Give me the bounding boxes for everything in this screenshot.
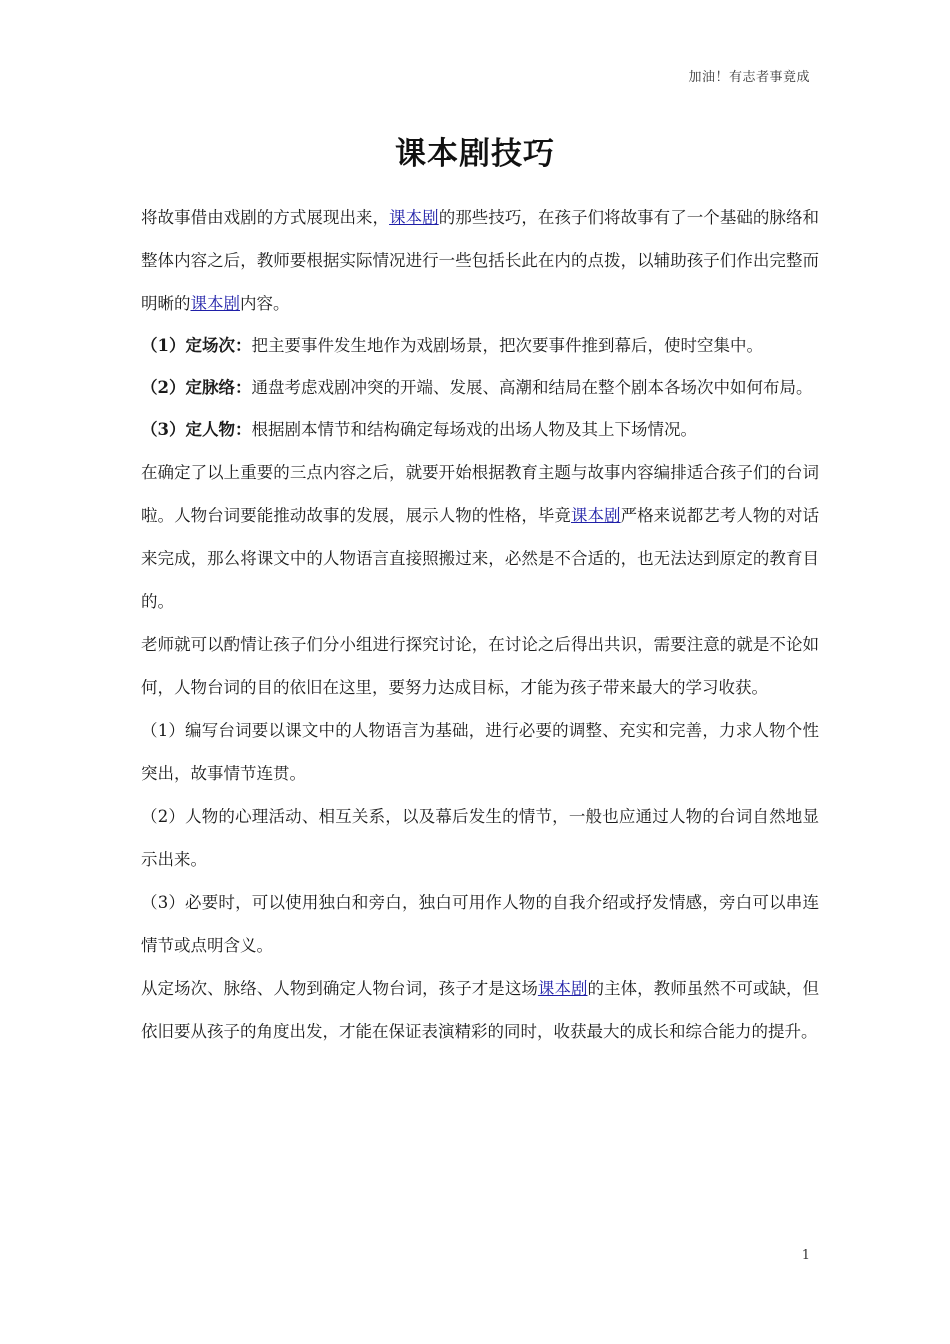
textbook-drama-link[interactable]: 课本剧 [537,979,588,998]
textbook-drama-link[interactable]: 课本剧 [190,294,240,313]
step-text: 根据剧本情节和结构确定每场戏的出场人物及其上下场情况。 [251,420,697,439]
textbook-drama-link[interactable]: 课本剧 [389,208,439,227]
step-characters [141,409,819,451]
rule-item: （1）编写台词要以课文中的人物语言为基础，进行必要的调整、充实和完善，力求人物个性突出，故事情节连贯。 [141,721,819,783]
step-scene [141,325,819,367]
intro-paragraph [141,196,819,325]
intro-text-c: 内容。 [240,294,290,313]
dialogue-text-b: 严格来说都艺考人物的对话来完成，那么将课文中的人物语言直接照搬过来，必然是不合适的，也无法达到原定的教育目的。 [141,506,820,611]
step-label: （3）定人物： [141,420,252,439]
conclusion-paragraph [141,967,819,1053]
rule-item: （2）人物的心理活动、相互关系，以及幕后发生的情节，一般也应通过人物的台词自然地显示出来。 [141,807,819,869]
rule-item: （3）必要时，可以使用独白和旁白，独白可用作人物的自我介绍或抒发情感，旁白可以串连情节或点明含义。 [141,893,819,955]
document-title: 课本剧技巧 [395,136,555,172]
conclusion-text-a: 从定场次、脉络、人物到确定人物台词，孩子才是这场 [141,979,538,998]
dialogue-paragraph [141,451,819,623]
conclusion-text-b: 的主体，教师虽然不可或缺，但依旧要从孩子的角度出发，才能在保证表演精彩的同时，收获最大的成长和综合能力的提升。 [141,979,820,1041]
document-body [141,196,819,1053]
step-label: （1）定场次： [141,336,252,355]
step-label: （2）定脉络： [141,378,252,397]
step-structure [141,367,819,409]
step-text: 通盘考虑戏剧冲突的开端、发展、高潮和结局在整个剧本各场次中如何布局。 [251,378,813,397]
header-motto: 加油！有志者事竟成 [688,70,810,85]
page-number: 1 [801,1248,810,1263]
intro-text-b: 的那些技巧，在孩子们将故事有了一个基础的脉络和整体内容之后，教师要根据实际情况进行一些包括长此在内的点拨，以辅助孩子们作出完整而明晰的 [141,208,820,313]
discussion-paragraph: 老师就可以酌情让孩子们分小组进行探究讨论，在讨论之后得出共识，需要注意的就是不论如何，人物台词的目的依旧在这里，要努力达成目标，才能为孩子带来最大的学习收获。 [141,635,819,697]
intro-text-a: 将故事借由戏剧的方式展现出来， [141,208,390,227]
textbook-drama-link[interactable]: 课本剧 [570,506,621,525]
step-text: 把主要事件发生地作为戏剧场景，把次要事件推到幕后，使时空集中。 [251,336,763,355]
dialogue-text-a: 在确定了以上重要的三点内容之后，就要开始根据教育主题与故事内容编排适合孩子们的台词啦。人物台词要能推动故事的发展，展示人物的性格，毕竟 [141,463,819,525]
